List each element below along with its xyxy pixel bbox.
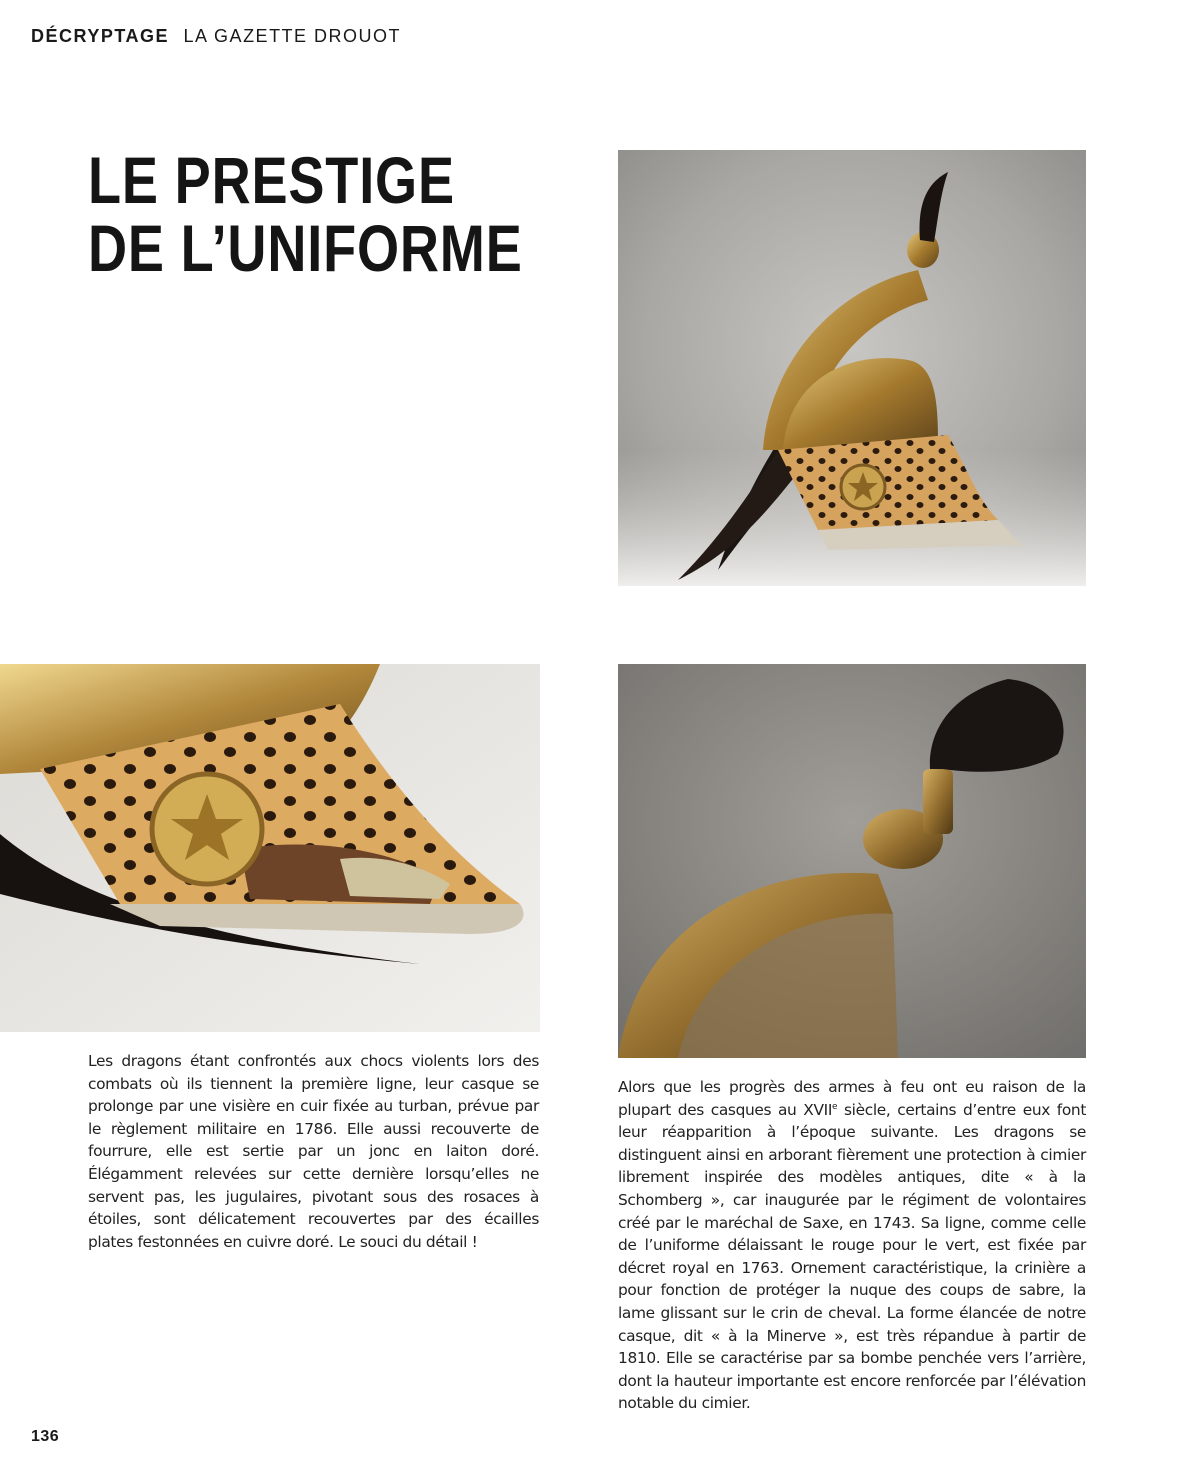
page-title — [88, 143, 523, 285]
page-number: 136 — [31, 1428, 60, 1445]
running-header — [31, 26, 401, 47]
section-label: DÉCRYPTAGE — [31, 26, 170, 46]
magazine-name: LA GAZETTE DROUOT — [183, 26, 402, 46]
century-superscript: e — [832, 1101, 838, 1112]
page-title-line-2: DE L’UNIFORME — [88, 211, 523, 285]
crest-caption-part-2: siècle, certains d’entre eux font leur réapparition à l’époque suivante. Les dragons se distinguent ainsi en arborant fièrement une protection à cimier librement inspirée des modèles antiques, dite « à la Schomberg », car inaugurée par le régiment de volontaires créé par le maréchal de Saxe, en 1743. Sa ligne, comme celle de l’uniforme délaissant le rouge pour le vert, est fixée par décret royal en 1763. Ornement caractéristique, la crinière a pour fonction de protéger la nuque des coups de sabre, la lame glissant sur le crin de cheval. La forme élancée de notre casque, dit « à la Minerve », est très répandue à partir de 1810. Elle se caractérise par sa bombe penchée vers l’arrière, dont la hauteur importante est encore renforcée par l’élévation notable du cimier. — [618, 1100, 1086, 1413]
visor-caption: Les dragons étant confrontés aux chocs violents lors des combats où ils tiennent la première ligne, leur casque se prolonge par une visière en cuir fixée au turban, prévue par le règlement militaire en 1786. Elle aussi recouverte de fourrure, elle est sertie par un jonc en laiton doré. Élégamment relevées sur cette dernière lorsqu’elles ne servent pas, les jugulaires, pivotant sous des rosaces à étoiles, sont délicatement recouvertes par des écailles plates festonnées en cuivre doré. Le souci du détail ! — [88, 1052, 539, 1251]
helmet-profile-photo — [618, 150, 1086, 586]
crest-detail-photo — [618, 664, 1086, 1058]
crest-caption — [618, 1076, 1086, 1415]
page-title-line-1: LE PRESTIGE — [88, 143, 455, 217]
visor-detail-photo — [0, 664, 540, 1032]
crest-caption-part-1: Alors que les progrès des armes à feu ont eu raison de la plupart des casques au XVII — [618, 1078, 1086, 1119]
